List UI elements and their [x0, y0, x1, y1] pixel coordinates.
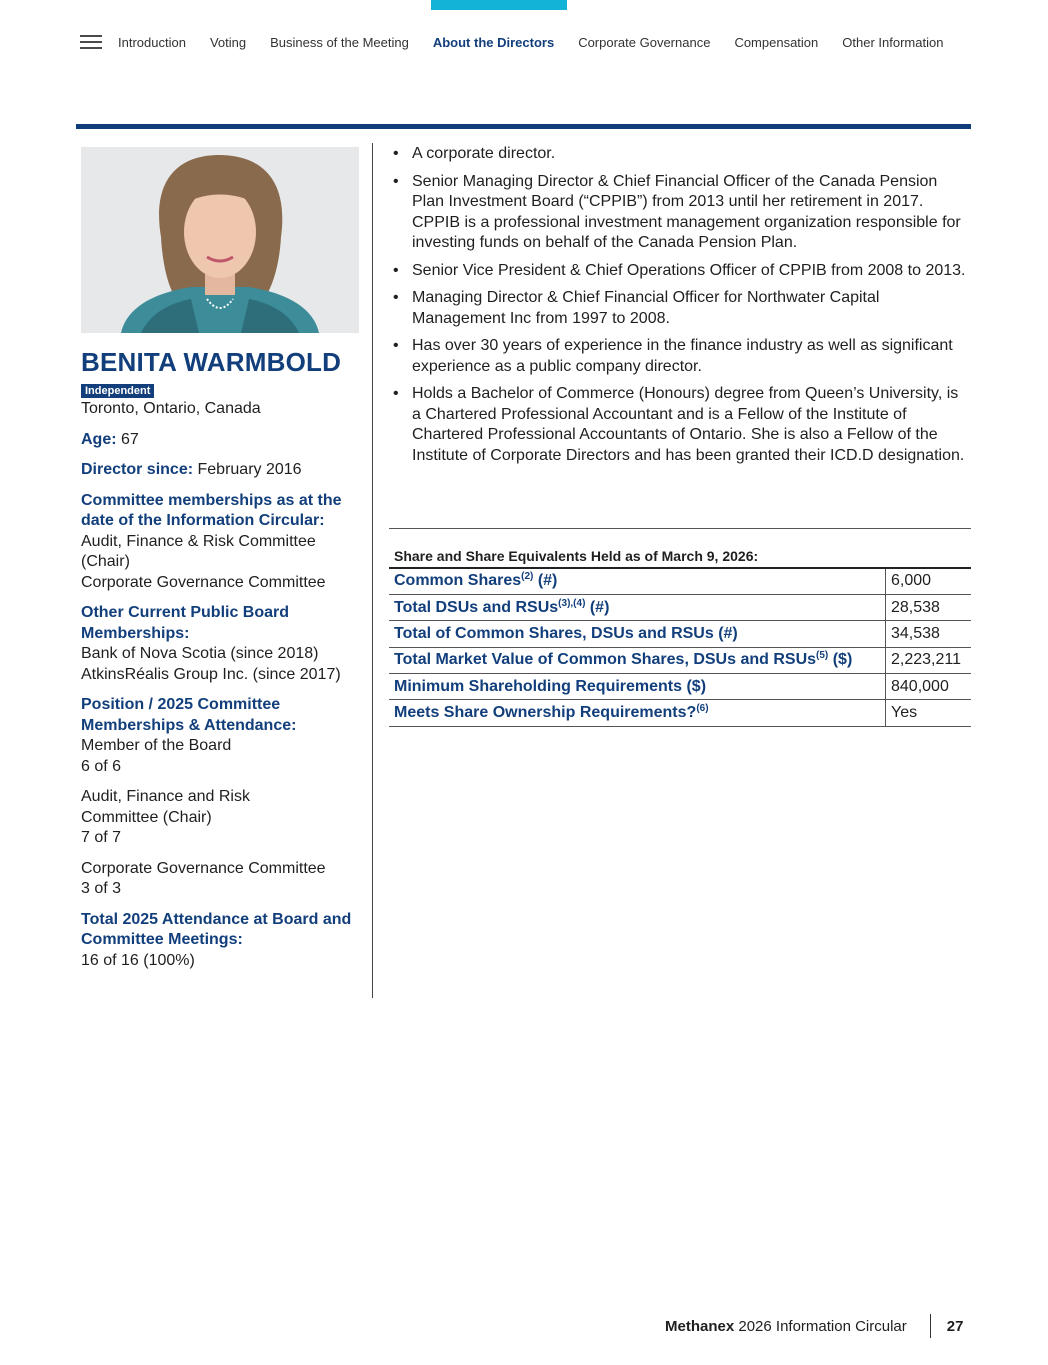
director-age [81, 430, 359, 451]
table-row [389, 647, 971, 673]
public-board-item: AtkinsRéalis Group Inc. (since 2017) [81, 665, 341, 683]
director-profile [81, 147, 359, 971]
nav-item-business-of-the-meeting[interactable]: Business of the Meeting [270, 34, 409, 50]
share-label: Total DSUs and RSUs$^{(3),(4)}$ (#) [389, 594, 886, 620]
share-label: Common Shares$^{(2)}$ (#) [389, 568, 886, 594]
committee-memberships-label: Committee memberships as at the date of the Information Circular: [81, 491, 342, 529]
nav-item-voting[interactable]: Voting [209, 34, 247, 50]
attendance-position: Member of the Board [81, 737, 232, 754]
attendance-record: 6 of 6 [81, 757, 122, 775]
attendance-record: 3 of 3 [81, 880, 122, 897]
committee-item: Corporate Governance Committee [81, 573, 326, 591]
attendance-label: Position / 2025 Committee Memberships & Attendance: [81, 696, 297, 734]
attendance-position: Audit, Finance and Risk Committee (Chair) [81, 788, 250, 826]
bio-item: • Managing Director & Chief Financial Officer for Northwater Capital Management Inc from 1997 to 2008. [393, 288, 968, 329]
nav-item-other-information[interactable]: Other Information [842, 34, 944, 50]
director-location: Toronto, Ontario, Canada [81, 400, 261, 417]
share-value: 6,000 [886, 568, 972, 594]
shares-table [389, 567, 971, 727]
attendance-item [81, 787, 359, 849]
section-rule [76, 124, 971, 129]
director-name: BENITA WARMBOLD [81, 347, 342, 377]
share-value: 2,223,211 [886, 647, 972, 673]
director-since-value: February 2016 [197, 461, 302, 478]
table-row [389, 621, 971, 647]
director-since [81, 460, 359, 481]
top-navigation [80, 33, 967, 51]
committee-item: Audit, Finance & Risk Committee (Chair) [81, 532, 316, 570]
bio-item: • Senior Vice President & Chief Operations Officer of CPPIB from 2008 to 2013. [393, 261, 968, 282]
shares-table-title: Share and Share Equivalents Held as of March 9, 2026: [394, 548, 759, 564]
footer-brand: Methanex [665, 1317, 735, 1335]
nav-item-corporate-governance[interactable]: Corporate Governance [578, 34, 711, 50]
age-value: 67 [121, 430, 139, 448]
nav-item-about-the-directors[interactable]: About the Directors [432, 34, 555, 50]
bio-divider [389, 528, 971, 529]
share-value: 840,000 [886, 674, 972, 700]
bio-item: • Has over 30 years of experience in the finance industry as well as significant experience as a public company director. [393, 336, 968, 377]
public-board-label: Other Current Public Board Memberships: [81, 604, 290, 642]
public-board-item: Bank of Nova Scotia (since 2018) [81, 645, 319, 662]
page-footer [665, 1314, 963, 1338]
attendance-item [81, 859, 359, 900]
age-label: Age: [81, 430, 117, 448]
table-row [389, 700, 971, 726]
bio-item: • A corporate director. [393, 144, 968, 165]
attendance-position: Corporate Governance Committee [81, 859, 326, 877]
active-tab-indicator [431, 0, 567, 10]
total-attendance [81, 910, 359, 972]
director-photo [81, 147, 359, 333]
table-row [389, 674, 971, 700]
share-label: Total of Common Shares, DSUs and RSUs (#) [389, 621, 886, 647]
public-board-memberships [81, 603, 359, 685]
share-label: Total Market Value of Common Shares, DSUs and RSUs$^{(5)}$ ($) [389, 647, 886, 673]
attendance-section [81, 695, 359, 900]
total-attendance-value: 16 of 16 (100%) [81, 951, 195, 969]
column-divider [372, 143, 373, 998]
footer-doc-title: 2026 Information Circular [738, 1317, 907, 1335]
share-value: Yes [886, 700, 972, 726]
independent-badge: Independent [81, 384, 154, 398]
attendance-item [81, 736, 359, 777]
total-attendance-label: Total 2025 Attendance at Board and Committee Meetings: [81, 910, 352, 948]
table-row [389, 568, 971, 594]
director-bio-list [393, 144, 968, 473]
director-since-label: Director since: [81, 461, 194, 478]
table-row [389, 594, 971, 620]
menu-icon[interactable] [80, 35, 102, 49]
page-number: 27 [946, 1317, 964, 1335]
share-label: Meets Share Ownership Requirements?$^{(6)}$ [389, 700, 886, 726]
bio-item: • Holds a Bachelor of Commerce (Honours) degree from Queen’s University, is a Chartered Professional Accountant and is a Fellow of the Institute of Chartered Professional Accountants of Ontario. She is also a Fellow of the Institute of Corporate Directors and has been granted their ICD.D designation. [393, 384, 968, 466]
share-value: 34,538 [886, 621, 972, 647]
nav-item-compensation[interactable]: Compensation [734, 34, 819, 50]
nav-item-introduction[interactable]: Introduction [118, 34, 186, 50]
bio-item: • Senior Managing Director & Chief Financial Officer of the Canada Pension Plan Investment Board (“CPPIB”) from 2013 until her retirement in 2017. CPPIB is a professional investment management organization responsible for investing funds on behalf of the Canada Pension Plan. [393, 172, 968, 254]
share-value: 28,538 [886, 594, 972, 620]
footer-divider [930, 1314, 931, 1338]
share-label: Minimum Shareholding Requirements ($) [389, 674, 886, 700]
attendance-record: 7 of 7 [81, 829, 122, 846]
committee-memberships [81, 491, 359, 594]
